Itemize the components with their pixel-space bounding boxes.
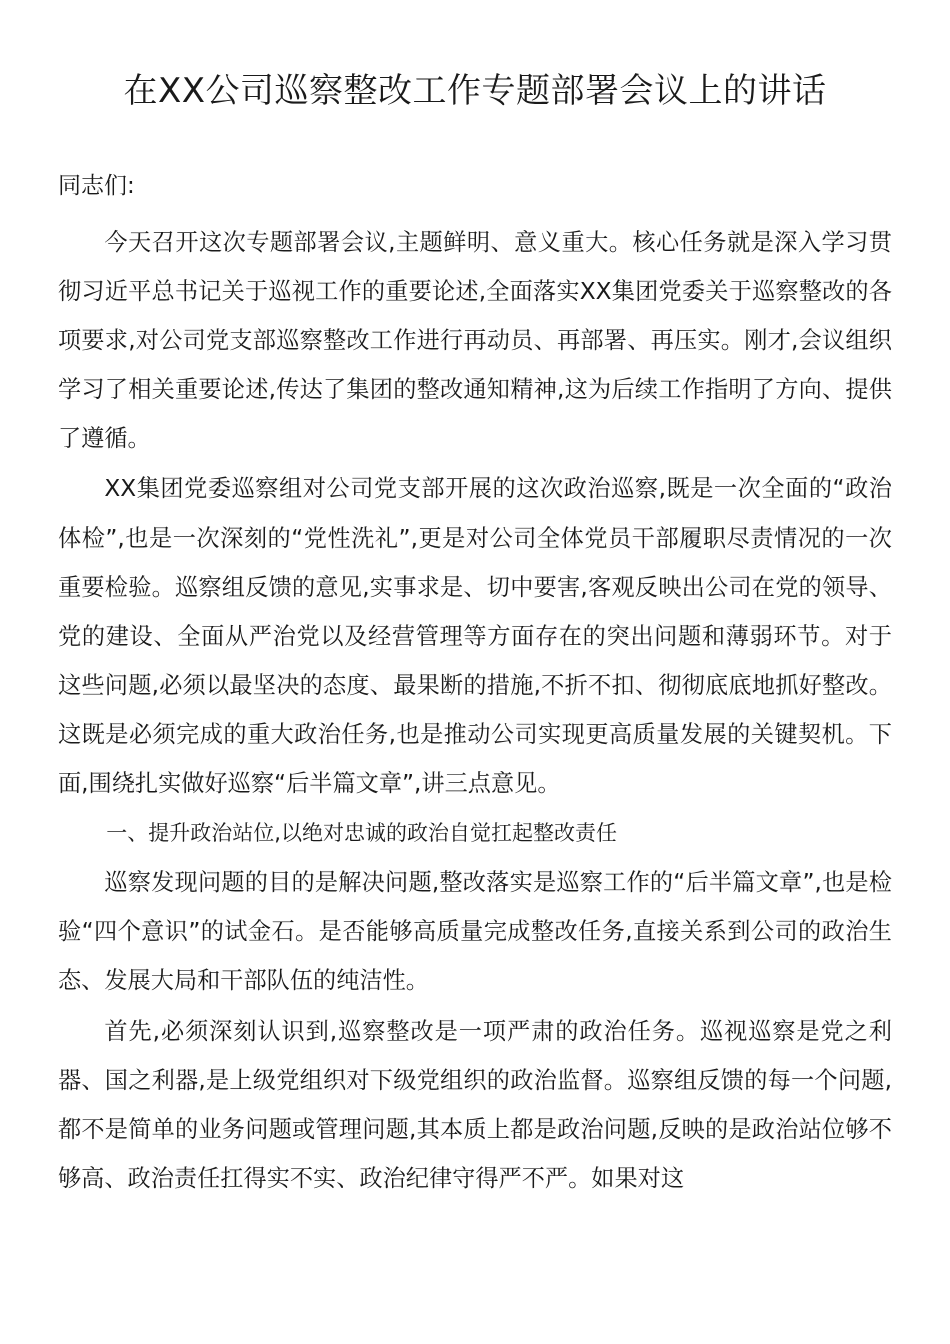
document-title: 在XX公司巡察整改工作专题部署会议上的讲话 <box>123 71 827 111</box>
salutation: 同志们: <box>58 173 135 199</box>
paragraph-intro: 今天召开这次专题部署会议,主题鲜明、意义重大。核心任务就是深入学习贯彻习近平总书记关于巡视工作的重要论述,全面落实XX集团党委关于巡察整改的各项要求,对公司党支部巡察整改工作进行再动员、再部署、再压实。刚才,会议组织学习了相关重要论述,传达了集团的整改通知精神,这为后续工作指明了方向、提供了遵循。 <box>58 229 892 453</box>
document-body <box>58 218 892 1204</box>
section-heading-1: 一、提升政治站位,以绝对忠诚的政治自觉扛起整改责任 <box>106 821 617 846</box>
paragraph-section-1-b: 首先,必须深刻认识到,巡察整改是一项严肃的政治任务。巡视巡察是党之利器、国之利器,是上级党组织对下级党组织的政治监督。巡察组反馈的每一个问题,都不是简单的业务问题或管理问题,其本质上都是政治问题,反映的是政治站位够不够高、政治责任扛得实不实、政治纪律守得严不严。如果对这 <box>58 1017 892 1192</box>
paragraph-background: XX集团党委巡察组对公司党支部开展的这次政治巡察,既是一次全面的“政治体检”,也是一次深刻的“党性洗礼”,更是对公司全体党员干部履职尽责情况的一次重要检验。巡察组反馈的意见,实事求是、切中要害,客观反映出公司在党的领导、党的建设、全面从严治党以及经营管理等方面存在的突出问题和薄弱环节。对于这些问题,必须以最坚决的态度、最果断的措施,不折不扣、彻彻底底地抓好整改。这既是必须完成的重大政治任务,也是推动公司实现更高质量发展的关键契机。下面,围绕扎实做好巡察“后半篇文章”,讲三点意见。 <box>58 475 892 798</box>
paragraph-section-1-a: 巡察发现问题的目的是解决问题,整改落实是巡察工作的“后半篇文章”,也是检验“四个意识”的试金石。是否能够高质量完成整改任务,直接关系到公司的政治生态、发展大局和干部队伍的纯洁性。 <box>58 869 892 995</box>
